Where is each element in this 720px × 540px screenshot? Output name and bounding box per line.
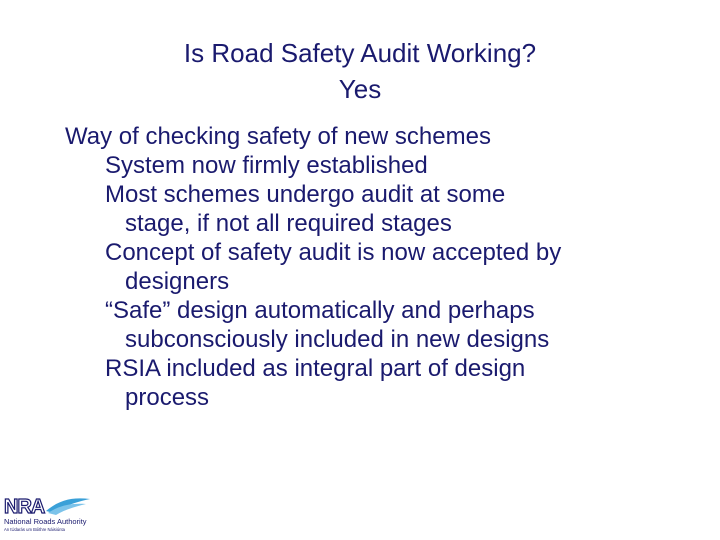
sub-item-text: Most schemes undergo audit at some bbox=[105, 181, 506, 208]
sub-item-continuation: process bbox=[125, 384, 210, 411]
logo-letters: NRA bbox=[4, 496, 45, 518]
slide-title-line1: Is Road Safety Audit Working? bbox=[183, 38, 537, 68]
sub-item-text: Concept of safety audit is now accepted by bbox=[105, 239, 562, 266]
slide-body bbox=[65, 122, 705, 412]
nra-logo bbox=[2, 493, 92, 535]
sub-item-continuation: stage, if not all required stages bbox=[125, 210, 452, 237]
sub-item-concept-accepted bbox=[65, 238, 705, 296]
sub-item-established bbox=[65, 151, 705, 180]
slide-title-line2: Yes bbox=[338, 74, 382, 104]
main-bullet: Way of checking safety of new schemes bbox=[65, 123, 491, 150]
sub-item-safe-design bbox=[65, 296, 705, 354]
sub-item-text: System now firmly established bbox=[105, 152, 428, 179]
sub-item-text: RSIA included as integral part of design bbox=[105, 355, 526, 382]
sub-item-audit-stages bbox=[65, 180, 705, 238]
logo-tagline: An tÚdarás um Bóithre Náisiúnta bbox=[4, 527, 65, 532]
sub-item-continuation: designers bbox=[125, 268, 230, 295]
logo-name: National Roads Authority bbox=[4, 517, 87, 526]
sub-item-text: “Safe” design automatically and perhaps bbox=[105, 297, 535, 324]
slide-title bbox=[0, 35, 720, 107]
sub-item-rsia bbox=[65, 354, 705, 412]
sub-item-continuation: subconsciously included in new designs bbox=[125, 326, 550, 353]
